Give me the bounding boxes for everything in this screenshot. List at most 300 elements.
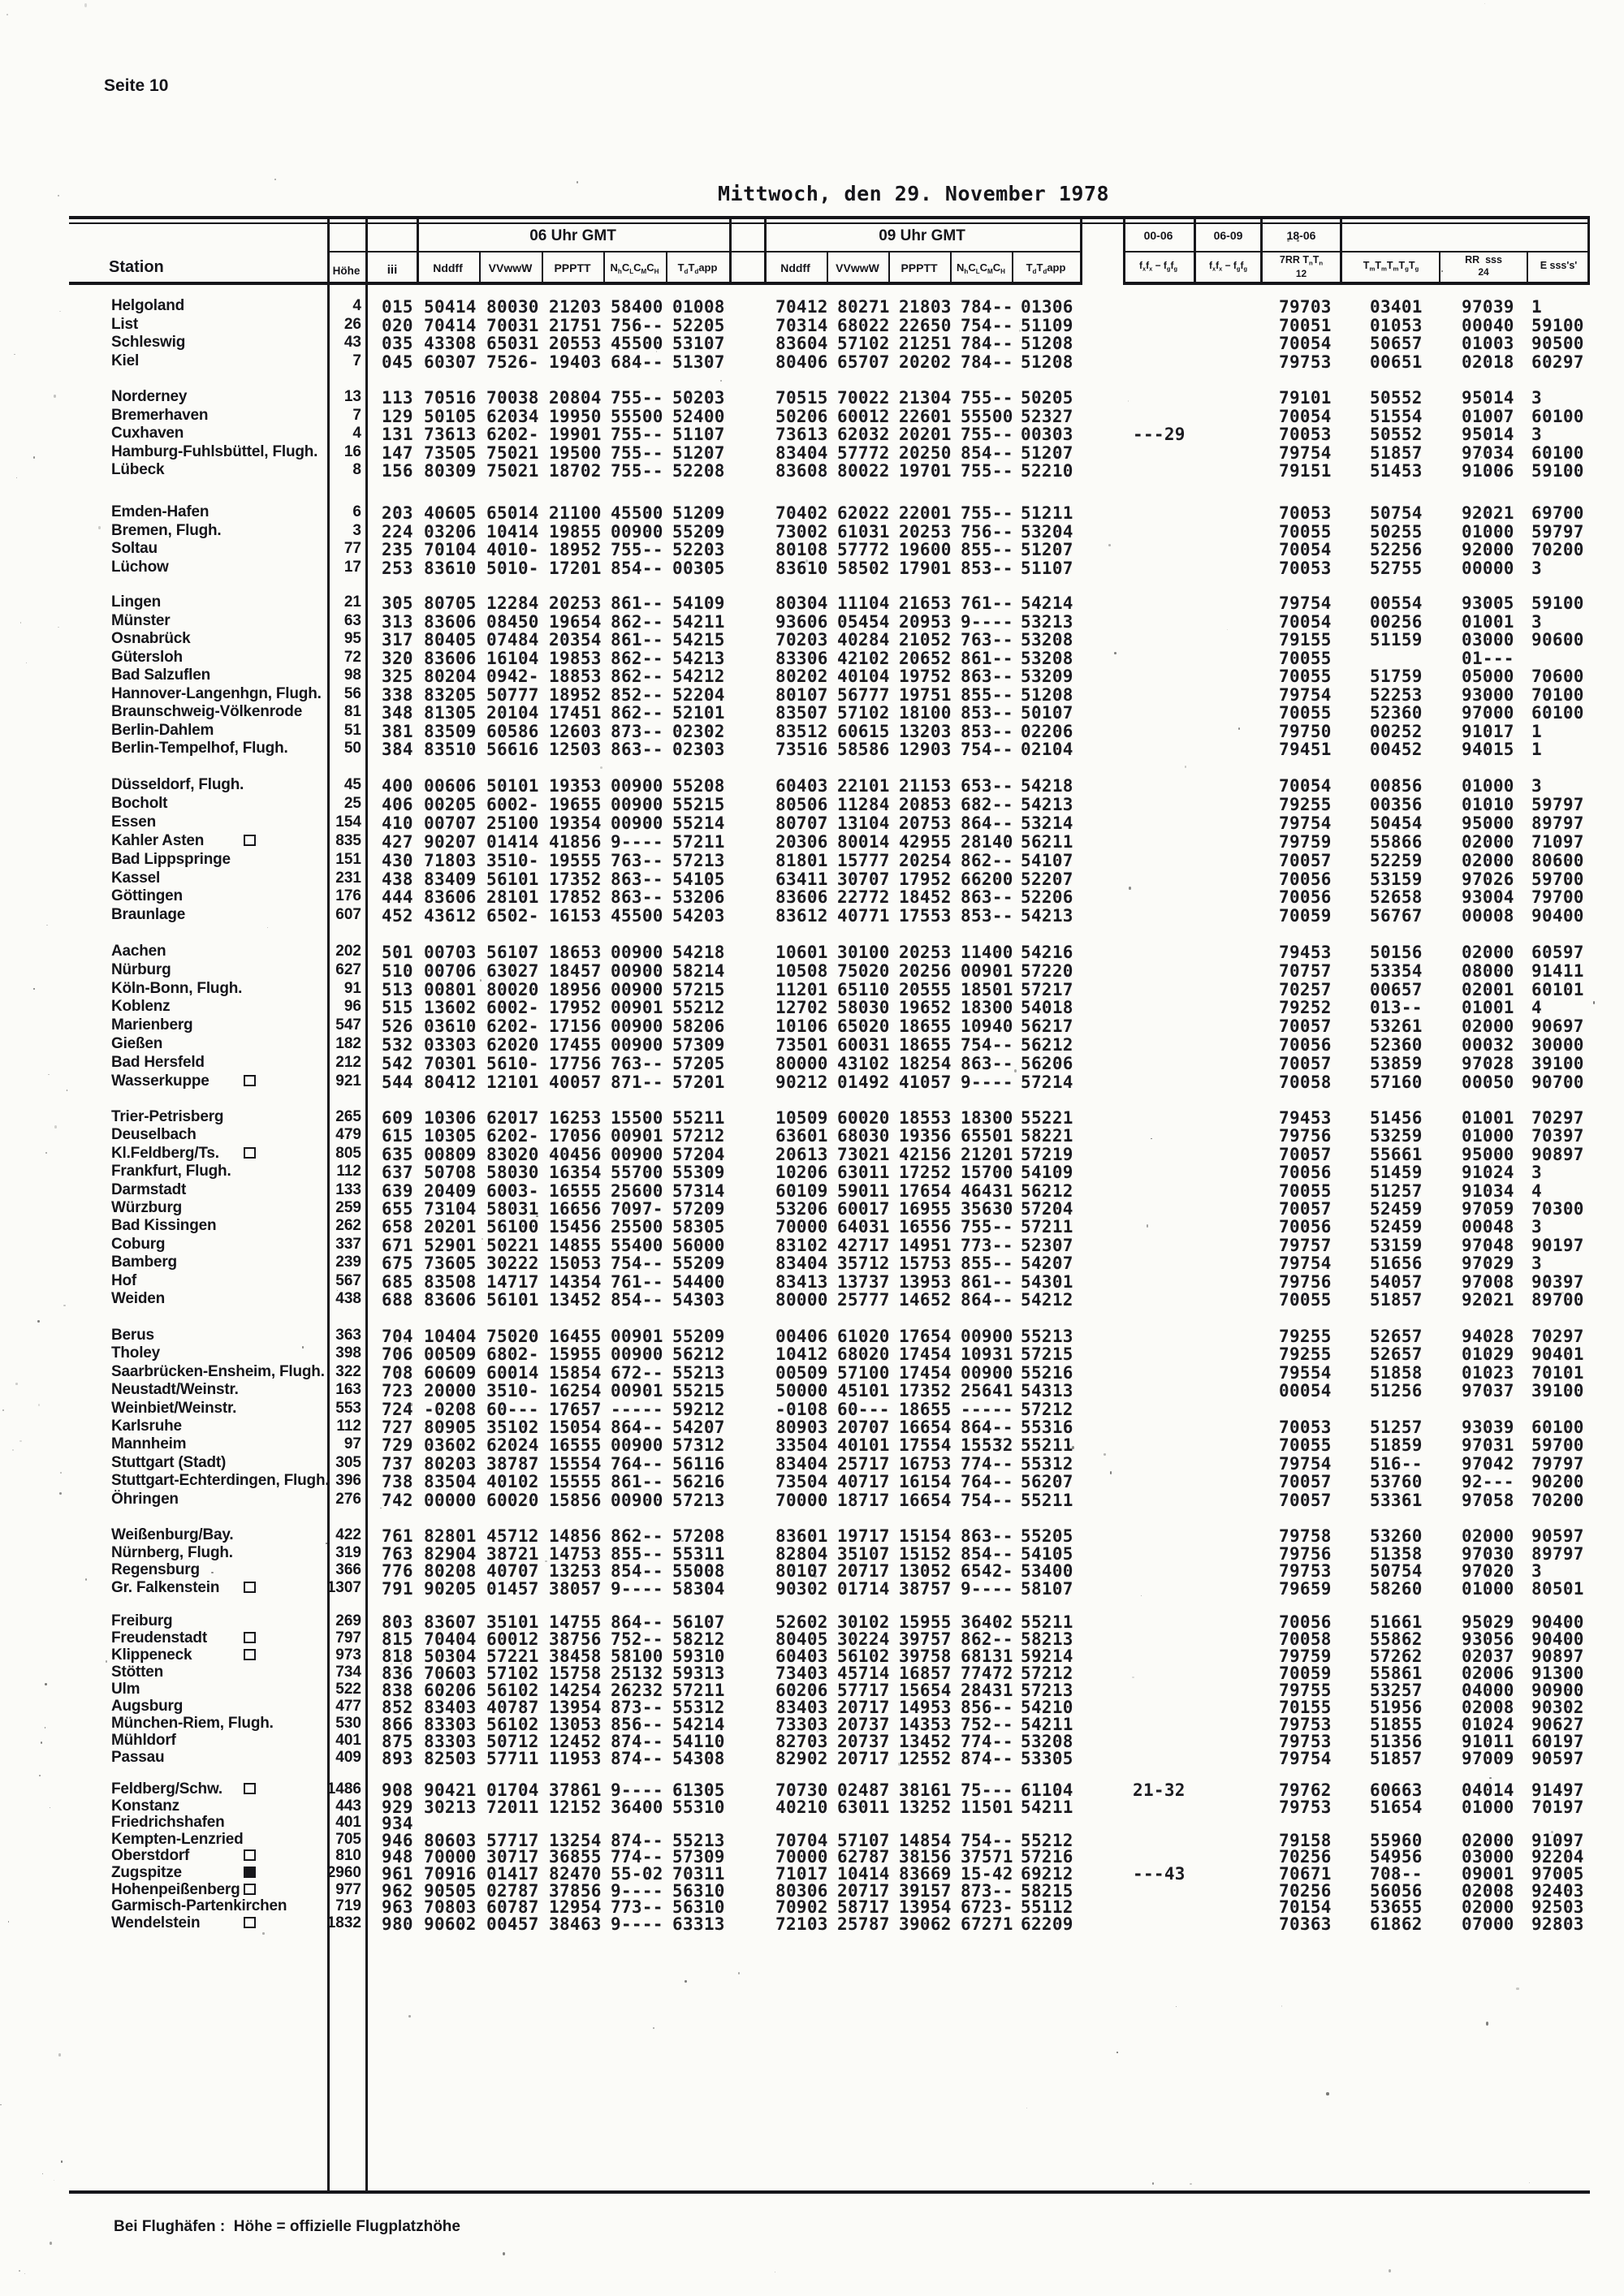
cell-7rr-tntn: 70054 (1279, 406, 1332, 426)
cell-06-dewpoint: 53206 (672, 887, 725, 908)
cell-06-nddff: 03303 (424, 1035, 477, 1055)
cell-7rr-tntn: 79759 (1279, 831, 1332, 852)
cell-06-dewpoint: 59310 (672, 1646, 725, 1666)
cell-e-sss: 59700 (1531, 869, 1584, 889)
cell-06-nddff: 81305 (424, 703, 477, 723)
cell-09-clouds: 66200 (961, 869, 1013, 889)
cell-09-clouds: 68131 (961, 1646, 1013, 1666)
cell-06-ppptt: 17451 (549, 703, 602, 723)
cell-09-clouds: 855-- (961, 540, 1013, 559)
cell-06-ppptt: 15053 (549, 1254, 602, 1274)
cell-06-dewpoint: 57312 (672, 1435, 725, 1456)
cell-06-ppptt: 19855 (549, 521, 602, 542)
cell-09-vvwww: 65020 (837, 1016, 890, 1037)
cell-06-clouds: 672-- (611, 1362, 663, 1383)
cell-06-ppptt: 20804 (549, 388, 602, 408)
cell-06-dewpoint: 53107 (672, 334, 725, 353)
cell-tm-tg: 51857 (1370, 1290, 1423, 1310)
col-rr-sss: RR sss 24 (1465, 254, 1502, 278)
station-name: Köln-Bonn, Flugh. (111, 979, 243, 997)
header-mid-rule-left (327, 251, 1082, 252)
cell-06-nddff: 73505 (424, 442, 477, 463)
cell-06-ppptt: 18653 (549, 943, 602, 962)
cell-rr-sss-24: 97020 (1462, 1561, 1514, 1582)
cell-7rr-tntn: 70053 (1279, 425, 1332, 444)
cell-06-clouds: 9---- (611, 1914, 663, 1934)
station-name: Weißenburg/Bay. (111, 1526, 234, 1543)
cell-iii: 131 (382, 425, 413, 444)
cell-06-nddff: 20000 (424, 1381, 477, 1401)
cell-09-clouds: 863-- (961, 1526, 1013, 1546)
cell-06-dewpoint: 54400 (672, 1271, 725, 1292)
cell-06-vvwww: 57717 (486, 1830, 539, 1850)
cell-09-vvwww: 20707 (837, 1418, 890, 1437)
cell-rr-sss-24: 00000 (1462, 558, 1514, 578)
cell-09-nddff: 83403 (775, 1698, 828, 1717)
station-row (0, 961, 1624, 980)
cell-iii: 948 (382, 1847, 413, 1867)
cell-hoehe: 553 (335, 1399, 361, 1417)
station-row (0, 906, 1624, 925)
cell-09-nddff: 70402 (775, 503, 828, 523)
cell-09-ppptt: 39062 (899, 1914, 952, 1934)
cell-06-clouds: 9---- (611, 1880, 663, 1901)
cell-tm-tg: 52360 (1370, 703, 1423, 723)
cell-7rr-tntn: 70256 (1279, 1847, 1332, 1867)
cell-06-ppptt: 18457 (549, 960, 602, 981)
cell-tm-tg: 55960 (1370, 1830, 1423, 1850)
cell-09-nddff: 73516 (775, 740, 828, 759)
cell-06-ppptt: 15854 (549, 1362, 602, 1383)
station-row (0, 1864, 1624, 1883)
date-title: Mittwoch, den 29. November 1978 (718, 182, 1110, 205)
station-row (0, 1491, 1624, 1509)
station-row (0, 461, 1624, 480)
cell-7rr-tntn: 79759 (1279, 1646, 1332, 1666)
cell-iii: 203 (382, 503, 413, 523)
cell-09-dewpoint: 57215 (1021, 1344, 1073, 1365)
cell-e-sss: 90697 (1531, 1016, 1584, 1037)
cell-tm-tg: 55661 (1370, 1144, 1423, 1164)
cell-tm-tg: 51759 (1370, 667, 1423, 686)
cell-e-sss: 60100 (1531, 1418, 1584, 1437)
cell-09-clouds: 864-- (961, 813, 1013, 833)
cell-09-dewpoint: 62209 (1021, 1914, 1073, 1934)
cell-rr-sss-24: 92000 (1462, 540, 1514, 559)
cell-7rr-tntn: 70257 (1279, 979, 1332, 999)
cell-tm-tg: 58260 (1370, 1579, 1423, 1599)
cell-09-vvwww: 57100 (837, 1362, 890, 1383)
cell-hoehe: 1832 (326, 1914, 361, 1931)
cell-06-vvwww: 6202- (486, 1126, 539, 1146)
cell-7rr-tntn: 70059 (1279, 906, 1332, 926)
cell-06-ppptt: 16153 (549, 906, 602, 926)
cell-06-dewpoint: 51307 (672, 352, 725, 372)
cell-09-dewpoint: 57204 (1021, 1199, 1073, 1219)
station-name: Saarbrücken-Ensheim, Flugh. (111, 1362, 325, 1380)
station-row (0, 334, 1624, 352)
cell-09-nddff: 63601 (775, 1126, 828, 1146)
cell-09-vvwww: 68022 (837, 315, 890, 335)
cell-rr-sss-24: 92021 (1462, 503, 1514, 523)
cell-rr-sss-24: 02000 (1462, 1830, 1514, 1850)
station-name: Bad Lippspringe (111, 850, 231, 868)
cell-06-clouds: 7097- (611, 1199, 663, 1219)
cell-rr-sss-24: 02018 (1462, 352, 1514, 372)
cell-09-dewpoint: 55211 (1021, 1490, 1073, 1510)
cell-rr-sss-24: 97030 (1462, 1543, 1514, 1564)
cell-06-dewpoint: 57215 (672, 979, 725, 999)
cell-06-clouds: 00900 (611, 521, 663, 542)
cell-7rr-tntn: 70256 (1279, 1880, 1332, 1901)
mountain-station-square-icon (244, 1649, 256, 1660)
cell-06-nddff: 73613 (424, 425, 477, 444)
cell-06-dewpoint: 57211 (672, 1681, 725, 1700)
cell-06-nddff: 82503 (424, 1749, 477, 1768)
cell-06-clouds: 856-- (611, 1715, 663, 1734)
cell-06-vvwww: 56100 (486, 1217, 539, 1237)
cell-06-clouds: 874-- (611, 1749, 663, 1768)
cell-06-vvwww: 3510- (486, 1381, 539, 1401)
station-row (0, 1698, 1624, 1716)
cell-7rr-tntn: 79554 (1279, 1362, 1332, 1383)
station-name: Freiburg (111, 1612, 173, 1629)
cell-09-nddff: 83604 (775, 334, 828, 353)
cell-09-ppptt: 41057 (899, 1072, 952, 1092)
station-name: Mannheim (111, 1435, 187, 1453)
station-row (0, 1236, 1624, 1254)
cell-06-nddff: 90205 (424, 1579, 477, 1599)
station-row (0, 1629, 1624, 1648)
cell-09-vvwww: 40104 (837, 667, 890, 686)
cell-06-clouds: 25600 (611, 1180, 663, 1201)
cell-06-ppptt: 15456 (549, 1217, 602, 1237)
cell-06-dewpoint: 02303 (672, 740, 725, 759)
cell-09-nddff: 00509 (775, 1362, 828, 1383)
station-name: Friedrichshafen (111, 1814, 225, 1832)
cell-hoehe: 202 (335, 943, 361, 960)
cell-09-dewpoint: 54109 (1021, 1163, 1073, 1183)
cell-iii: 129 (382, 406, 413, 426)
cell-7rr-tntn: 70053 (1279, 503, 1332, 523)
cell-09-dewpoint: 57214 (1021, 1072, 1073, 1092)
cell-09-clouds: 18300 (961, 1108, 1013, 1128)
cell-rr-sss-24: 94015 (1462, 740, 1514, 759)
cell-7rr-tntn: 79753 (1279, 1732, 1332, 1751)
cell-7rr-tntn: 79753 (1279, 352, 1332, 372)
cell-09-nddff: 73002 (775, 521, 828, 542)
cell-09-nddff: 81801 (775, 850, 828, 870)
cell-06-nddff: 73104 (424, 1199, 477, 1219)
cell-hoehe: 50 (343, 740, 361, 757)
cell-09-nddff: 70314 (775, 315, 828, 335)
station-name: Augsburg (111, 1698, 184, 1715)
cell-tm-tg: 708-- (1370, 1864, 1423, 1884)
cell-09-clouds: 754-- (961, 1830, 1013, 1850)
cell-e-sss: 79700 (1531, 887, 1584, 908)
cell-09-clouds: 856-- (961, 1698, 1013, 1717)
cell-rr-sss-24: 04000 (1462, 1681, 1514, 1700)
cell-06-vvwww: 01704 (486, 1780, 539, 1800)
station-row (0, 1780, 1624, 1799)
cell-09-nddff: 20306 (775, 831, 828, 852)
cell-tm-tg: 52256 (1370, 540, 1423, 559)
cell-06-clouds: 755-- (611, 388, 663, 408)
cell-09-ppptt: 17352 (899, 1381, 952, 1401)
cell-09-ppptt: 12552 (899, 1749, 952, 1768)
cell-iii: 723 (382, 1381, 413, 1401)
cell-06-dewpoint: 57204 (672, 1144, 725, 1164)
cell-tm-tg: 51654 (1370, 1797, 1423, 1817)
cell-e-sss: 90397 (1531, 1271, 1584, 1292)
cell-iii: 313 (382, 611, 413, 632)
station-name: Deuselbach (111, 1126, 197, 1144)
cell-tm-tg: 52658 (1370, 887, 1423, 908)
cell-09-ppptt: 83669 (899, 1864, 952, 1884)
cell-09-nddff: 50206 (775, 406, 828, 426)
cell-e-sss: 70197 (1531, 1797, 1584, 1817)
station-row (0, 851, 1624, 870)
cell-09-nddff: 60206 (775, 1681, 828, 1700)
station-row (0, 1681, 1624, 1699)
cell-06-ppptt: 12503 (549, 740, 602, 759)
station-row (0, 1108, 1624, 1127)
cell-09-vvwww: 45101 (837, 1381, 890, 1401)
cell-09-clouds: 00901 (961, 960, 1013, 981)
station-row (0, 1526, 1624, 1545)
cell-iii: 147 (382, 442, 413, 463)
cell-e-sss: 59797 (1531, 521, 1584, 542)
cell-hoehe: 627 (335, 960, 361, 978)
cell-09-dewpoint: 51208 (1021, 684, 1073, 705)
cell-rr-sss-24: 01000 (1462, 776, 1514, 796)
cell-09-ppptt: 16955 (899, 1199, 952, 1219)
cell-hoehe: 2960 (326, 1864, 361, 1881)
cell-06-ppptt: 12954 (549, 1897, 602, 1918)
cell-09-vvwww: 70022 (837, 388, 890, 408)
cell-09-dewpoint: 58213 (1021, 1629, 1073, 1649)
cell-tm-tg: 51554 (1370, 406, 1423, 426)
cell-09-vvwww: 11104 (837, 593, 890, 613)
cell-09-dewpoint: 02104 (1021, 740, 1073, 759)
cell-7rr-tntn: 79754 (1279, 442, 1332, 463)
cell-rr-sss-24: 02000 (1462, 850, 1514, 870)
cell-e-sss: 4 (1531, 1180, 1542, 1201)
cell-06-nddff: 00706 (424, 960, 477, 981)
cell-hoehe: 231 (335, 869, 361, 887)
cell-09-vvwww: 57102 (837, 703, 890, 723)
table-bottom-rule (69, 2190, 1590, 2194)
cell-e-sss: 90627 (1531, 1715, 1584, 1734)
cell-09-clouds: 763-- (961, 630, 1013, 650)
cell-tm-tg: 52360 (1370, 1035, 1423, 1055)
cell-rr-sss-24: 08000 (1462, 960, 1514, 981)
cell-e-sss: 91497 (1531, 1780, 1584, 1800)
station-row (0, 943, 1624, 961)
cell-tm-tg: 53259 (1370, 1126, 1423, 1146)
cell-7rr-tntn: 70056 (1279, 1217, 1332, 1237)
cell-09-vvwww: 40717 (837, 1472, 890, 1492)
cell-tm-tg: 00657 (1370, 979, 1423, 999)
cell-06-nddff: 80204 (424, 667, 477, 686)
cell-06-vvwww: 57221 (486, 1646, 539, 1666)
cell-hoehe: 522 (335, 1681, 361, 1698)
station-name: Koblenz (111, 998, 171, 1016)
cell-06-nddff: 10404 (424, 1327, 477, 1346)
cell-06-nddff: 10305 (424, 1126, 477, 1146)
cell-09-clouds: 37571 (961, 1847, 1013, 1867)
cell-7rr-tntn: 00054 (1279, 1381, 1332, 1401)
cell-09-vvwww: 35712 (837, 1254, 890, 1274)
mountain-station-square-icon (244, 1884, 256, 1895)
cell-e-sss: 80600 (1531, 850, 1584, 870)
cell-06-ppptt: 15054 (549, 1418, 602, 1437)
cell-hoehe: 6 (352, 503, 361, 520)
cell-e-sss: 3 (1531, 1217, 1542, 1237)
cell-09-nddff: 20613 (775, 1144, 828, 1164)
mountain-station-square-icon (244, 1582, 256, 1593)
cell-e-sss: 59100 (1531, 315, 1584, 335)
cell-hoehe: 973 (335, 1646, 361, 1664)
station-name: Trier-Petrisberg (111, 1108, 224, 1125)
cell-09-vvwww: 13737 (837, 1271, 890, 1292)
station-row (0, 1054, 1624, 1072)
cell-06-nddff: 43612 (424, 906, 477, 926)
cell-7rr-tntn: 70363 (1279, 1914, 1332, 1934)
cell-e-sss: 70297 (1531, 1108, 1584, 1128)
cell-06-clouds: 862-- (611, 1526, 663, 1546)
station-row (0, 630, 1624, 649)
cell-09-nddff: 73501 (775, 1035, 828, 1055)
cell-7rr-tntn: 79758 (1279, 1526, 1332, 1546)
cell-06-nddff: 00707 (424, 813, 477, 833)
mountain-station-square-icon (244, 1147, 256, 1159)
cell-09-vvwww: 05454 (837, 611, 890, 632)
cell-e-sss: 70200 (1531, 1490, 1584, 1510)
cell-06-dewpoint: 56000 (672, 1235, 725, 1255)
cell-09-clouds: 755-- (961, 425, 1013, 444)
cell-7rr-tntn: 70057 (1279, 850, 1332, 870)
cell-06-ppptt: 13053 (549, 1715, 602, 1734)
station-row (0, 1381, 1624, 1400)
cell-06-nddff: 60206 (424, 1681, 477, 1700)
cell-09-ppptt: 21153 (899, 776, 952, 796)
cell-06-clouds: 755-- (611, 425, 663, 444)
cell-09-vvwww: 45714 (837, 1664, 890, 1683)
cell-09-nddff: 70730 (775, 1780, 828, 1800)
cell-hoehe: 265 (335, 1108, 361, 1125)
cell-09-ppptt: 16654 (899, 1490, 952, 1510)
cell-06-vvwww: 72011 (486, 1797, 539, 1817)
station-row (0, 1914, 1624, 1933)
cell-09-dewpoint: 51208 (1021, 334, 1073, 353)
cell-7rr-tntn: 79756 (1279, 1271, 1332, 1292)
cell-09-ppptt: 19752 (899, 667, 952, 686)
cell-e-sss: 71097 (1531, 831, 1584, 852)
cell-06-clouds: 00900 (611, 979, 663, 999)
cell-09-ppptt: 20256 (899, 960, 952, 981)
cell-06-vvwww: 40707 (486, 1561, 539, 1582)
cell-06-dewpoint: 52208 (672, 461, 725, 481)
cell-hoehe: 810 (335, 1847, 361, 1865)
cell-iii: 708 (382, 1362, 413, 1383)
cell-hoehe: 26 (343, 315, 361, 333)
cell-tm-tg: 52459 (1370, 1199, 1423, 1219)
cell-09-clouds: 6542- (961, 1561, 1013, 1582)
cell-06-dewpoint: 55212 (672, 998, 725, 1018)
cell-06-ppptt: 17952 (549, 998, 602, 1018)
cell-09-ppptt: 21803 (899, 297, 952, 317)
cell-06-dewpoint: 54303 (672, 1290, 725, 1310)
cell-09-dewpoint: 55316 (1021, 1418, 1073, 1437)
cell-09-clouds: 754-- (961, 1490, 1013, 1510)
cell-iii: 045 (382, 352, 413, 372)
station-name: Neustadt/Weinstr. (111, 1381, 239, 1399)
cell-tm-tg: 55861 (1370, 1664, 1423, 1683)
cell-e-sss: 70200 (1531, 540, 1584, 559)
cell-hoehe: 95 (343, 630, 361, 647)
subdiv-right-1 (1194, 216, 1196, 285)
cell-09-vvwww: 25717 (837, 1453, 890, 1474)
cell-06-clouds: 00900 (611, 1035, 663, 1055)
cell-7rr-tntn: 79753 (1279, 1561, 1332, 1582)
cell-09-nddff: 83102 (775, 1235, 828, 1255)
cell-tm-tg: 53159 (1370, 869, 1423, 889)
cell-06-ppptt: 17201 (549, 558, 602, 578)
cell-09-vvwww: 80014 (837, 831, 890, 852)
cell-09-vvwww: 20737 (837, 1732, 890, 1751)
cell-06-dewpoint: 57309 (672, 1035, 725, 1055)
cell-09-clouds: 861-- (961, 648, 1013, 668)
cell-06-ppptt: 16656 (549, 1199, 602, 1219)
cell-06-nddff: -0208 (424, 1399, 477, 1419)
cell-06-dewpoint: 56212 (672, 1344, 725, 1365)
cell-06-clouds: 854-- (611, 1561, 663, 1582)
cell-tm-tg: 55862 (1370, 1629, 1423, 1649)
cell-rr-sss-24: 92021 (1462, 1290, 1514, 1310)
cell-09-dewpoint: 61104 (1021, 1780, 1073, 1800)
station-name: Bamberg (111, 1254, 177, 1271)
cell-hoehe: 921 (335, 1072, 361, 1090)
cell-e-sss: 39100 (1531, 1381, 1584, 1401)
cell-09-dewpoint: 55112 (1021, 1897, 1073, 1918)
cell-tm-tg: 51859 (1370, 1435, 1423, 1456)
station-row (0, 649, 1624, 667)
cell-iii: 253 (382, 558, 413, 578)
cell-7rr-tntn: 70055 (1279, 521, 1332, 542)
cell-06-nddff: 70404 (424, 1629, 477, 1649)
cell-06-vvwww: 38721 (486, 1543, 539, 1564)
cell-09-nddff: 80107 (775, 1561, 828, 1582)
cell-06-dewpoint: 58305 (672, 1217, 725, 1237)
cell-e-sss: 90400 (1531, 1612, 1584, 1632)
cell-06-clouds: 55400 (611, 1235, 663, 1255)
cell-rr-sss-24: 02006 (1462, 1664, 1514, 1683)
cell-09-dewpoint: 53208 (1021, 630, 1073, 650)
cell-09-ppptt: 14652 (899, 1290, 952, 1310)
footnote: Bei Flughäfen : Höhe = offizielle Flugplatzhöhe (114, 2218, 460, 2235)
cell-06-clouds: 763-- (611, 850, 663, 870)
cell-hoehe: 4 (352, 297, 361, 314)
station-row (0, 1016, 1624, 1035)
cell-09-nddff: 10509 (775, 1108, 828, 1128)
cell-iii: 852 (382, 1698, 413, 1717)
cell-7rr-tntn: 79101 (1279, 388, 1332, 408)
cell-06-vvwww: 50777 (486, 684, 539, 705)
cell-iii: 742 (382, 1490, 413, 1510)
cell-09-vvwww: 19717 (837, 1526, 890, 1546)
cell-hoehe: 45 (343, 776, 361, 793)
